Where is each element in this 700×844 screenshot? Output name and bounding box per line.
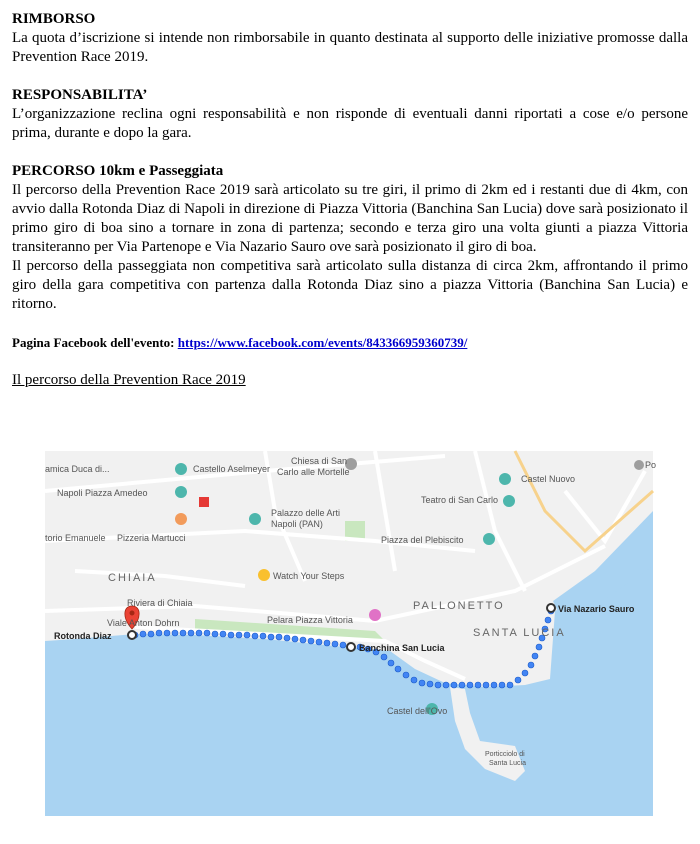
heading-responsabilita: RESPONSABILITA’ xyxy=(12,87,148,103)
label-rotonda-diaz: Rotonda Diaz xyxy=(54,631,112,641)
label-porticciolo-2: Santa Lucia xyxy=(489,760,526,767)
facebook-label: Pagina Facebook dell'evento: xyxy=(12,335,175,350)
label-palazzo-1: Palazzo delle Arti xyxy=(271,508,341,518)
label-chiesa-1: Chiesa di San xyxy=(291,456,348,466)
label-riviera: Riviera di Chiaia xyxy=(127,598,193,608)
label-porticciolo-1: Porticciolo di xyxy=(485,751,525,758)
poi-icon xyxy=(175,463,187,475)
label-pizzeria: Pizzeria Martucci xyxy=(117,533,186,543)
paragraph-percorso-passeggiata: Il percorso della passeggiata non competitiva sarà articolato sulla distanza di circa 2km, affrontando il primo giro della gara competitiva con partenza dalla Rotonda Diaz sino a piazza Vittoria (Banchina San Lucia) e ritorno. xyxy=(12,258,688,312)
facebook-line xyxy=(12,333,688,352)
label-nazario-sauro: Via Nazario Sauro xyxy=(558,604,635,614)
label-pizza-vittoria: Pelara Piazza Vittoria xyxy=(267,615,353,625)
label-chiaia: CHIAIA xyxy=(108,572,157,584)
shop-icon xyxy=(369,609,381,621)
poi-icon xyxy=(499,473,511,485)
watch-icon xyxy=(258,569,270,581)
label-palazzo-2: Napoli (PAN) xyxy=(271,519,323,529)
metro-icon xyxy=(199,497,209,507)
label-castel-ovo: Castel dell'Ovo xyxy=(387,706,448,716)
heading-rimborso: RIMBORSO xyxy=(12,11,96,27)
label-plebiscito: Piazza del Plebiscito xyxy=(381,535,464,545)
heading-percorso: PERCORSO 10km e Passeggiata xyxy=(12,163,224,179)
paragraph-percorso-gara: Il percorso della Prevention Race 2019 sarà articolato su tre giri, il primo di 2km ed i restanti due di 4km, con avvio dalla Rotonda Diaz di Napoli in direzione di Piazza Vittoria (Banchina San Lucia) dove sarà posizionato il primo giro di boa sino a tornare in zona di partenza; secondo e terza giro una volta giunti a piazza Vittoria transiteranno per Via Partenope e Via Nazario Sauro ove sarà posizionato il giro di boa. xyxy=(12,182,688,255)
restaurant-icon xyxy=(175,513,187,525)
paragraph-responsabilita: L’organizzazione reclina ogni responsabilità e non risponde di eventuali danni riportati a cose e/o persone prima, durante e dopo la gara. xyxy=(12,106,688,141)
label-banchina: Banchina San Lucia xyxy=(359,643,445,653)
route-map[interactable] xyxy=(45,451,657,816)
label-torio: torio Emanuele xyxy=(45,533,106,543)
label-viale: Viale Anton Dohrn xyxy=(107,618,180,628)
poi-icon xyxy=(483,533,495,545)
label-teatro: Teatro di San Carlo xyxy=(421,495,499,505)
label-castel-nuovo: Castel Nuovo xyxy=(521,474,576,484)
marker-turn2[interactable] xyxy=(547,604,555,612)
marker-turn1[interactable] xyxy=(347,643,355,651)
label-castello: Castello Aselmeyer xyxy=(193,464,271,474)
label-po: Po xyxy=(645,460,657,470)
poi-icon xyxy=(175,486,187,498)
label-chiesa-2: Carlo alle Mortelle xyxy=(277,467,350,477)
label-pallonetto: PALLONETTO xyxy=(413,600,505,612)
label-napoli-amedeo: Napoli Piazza Amedeo xyxy=(57,488,148,498)
poi-icon xyxy=(249,513,261,525)
document-body xyxy=(12,10,688,390)
poi-icon xyxy=(634,460,644,470)
map-caption: Il percorso della Prevention Race 2019 xyxy=(12,372,246,388)
facebook-link[interactable]: https://www.facebook.com/events/843366959360739/ xyxy=(177,335,468,350)
label-santa-lucia: SANTA LUCIA xyxy=(473,627,566,639)
paragraph-rimborso: La quota d’iscrizione si intende non rimborsabile in quanto destinata al supporto delle iniziative promosse dalla Prevention Race 2019. xyxy=(12,30,688,65)
label-amica: amica Duca di... xyxy=(45,464,110,474)
poi-icon xyxy=(503,495,515,507)
label-watch: Watch Your Steps xyxy=(273,571,345,581)
